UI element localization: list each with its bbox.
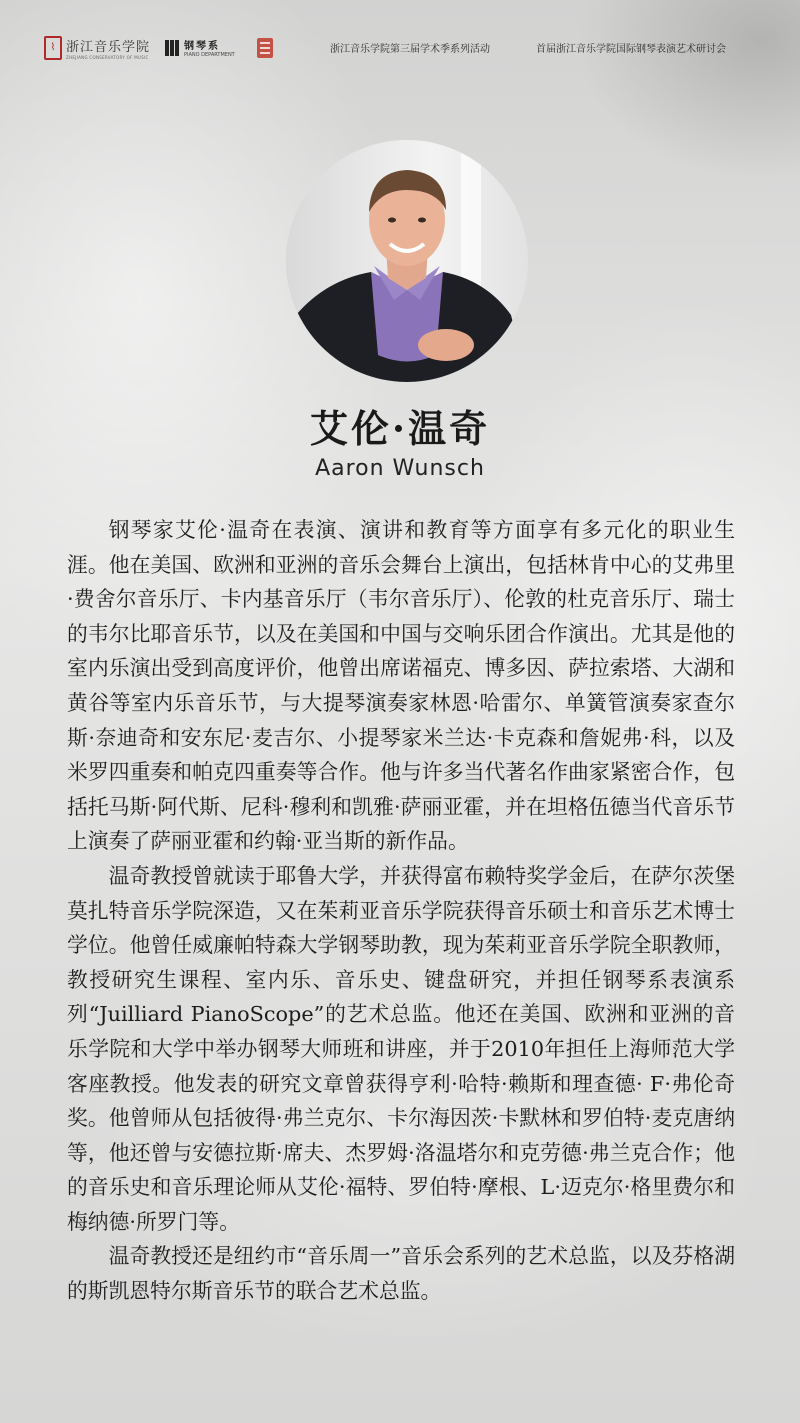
- school-logo: [44, 36, 150, 60]
- school-logo-en: ZHEJIANG CONSERVATORY OF MUSIC: [66, 55, 149, 60]
- person-name-cn: 艾伦·温奇: [309, 406, 491, 451]
- header-subtitle-1: 浙江音乐学院第三届学术季系列活动: [330, 44, 490, 55]
- seal-icon: [255, 36, 275, 60]
- person-name-en: Aaron Wunsch: [315, 456, 485, 481]
- school-emblem-icon: ⌇: [44, 36, 62, 60]
- bio-paragraph: 温奇教授曾就读于耶鲁大学，并获得富布赖特奖学金后，在萨尔茨堡莫扎特音乐学院深造，又在茱莉亚音乐学院获得音乐硕士和音乐艺术博士学位。他曾任威廉帕特森大学钢琴助教，现为茱莉亚音乐学院全职教师，教授研究生课程、室内乐、音乐史、键盘研究，并担任钢琴系表演系列“Juilliard PianoScope”的艺术总监。他还在美国、欧洲和亚洲的音乐学院和大学中举办钢琴大师班和讲座，并于2010年担任上海师范大学客座教授。他发表的研究文章曾获得亨利·哈特·赖斯和理查德· F·弗伦奇奖。他曾师从包括彼得·弗兰克尔、卡尔海因茨·卡默林和罗伯特·麦克唐纳等，他还曾与安德拉斯·席夫、杰罗姆·洛温塔尔和克劳德·弗兰克合作；他的音乐史和音乐理论师从艾伦·福特、罗伯特·摩根、L·迈克尔·格里费尔和梅纳德·所罗门等。: [67, 863, 735, 1234]
- piano-keys-icon: [165, 40, 179, 56]
- biography: [67, 513, 735, 1309]
- department-logo-en: PIANO DEPARTMENT: [184, 52, 235, 58]
- school-logo-text: 浙江音乐学院: [66, 40, 151, 55]
- header: [0, 0, 800, 90]
- department-logo-cn: 钢琴系: [184, 41, 220, 52]
- header-subtitle-2: 首届浙江音乐学院国际钢琴表演艺术研讨会: [536, 44, 726, 55]
- bio-paragraph: 钢琴家艾伦·温奇在表演、演讲和教育等方面享有多元化的职业生涯。他在美国、欧洲和亚洲的音乐会舞台上演出，包括林肯中心的艾弗里·费舍尔音乐厅、卡内基音乐厅（韦尔音乐厅）、伦敦的杜克音乐厅、瑞士的韦尔比耶音乐节，以及在美国和中国与交响乐团合作演出。尤其是他的室内乐演出受到高度评价，他曾出席诺福克、博多因、萨拉索塔、大湖和黄谷等室内乐音乐节，与大提琴演奏家林恩·哈雷尔、单簧管演奏家查尔斯·奈迪奇和安东尼·麦吉尔、小提琴家米兰达·卡克森和詹妮弗·科，以及米罗四重奏和帕克四重奏等合作。他与许多当代著名作曲家紧密合作，包括托马斯·阿代斯、尼科·穆利和凯雅·萨丽亚霍，并在坦格伍德当代音乐节上演奏了萨丽亚霍和约翰·亚当斯的新作品。: [67, 518, 735, 854]
- portrait-photo: [286, 140, 528, 382]
- bio-paragraph: 温奇教授还是纽约市“音乐周一”音乐会系列的艺术总监，以及芬格湖的斯凯恩特尔斯音乐节的联合艺术总监。: [67, 1244, 735, 1304]
- department-logo: [165, 37, 235, 58]
